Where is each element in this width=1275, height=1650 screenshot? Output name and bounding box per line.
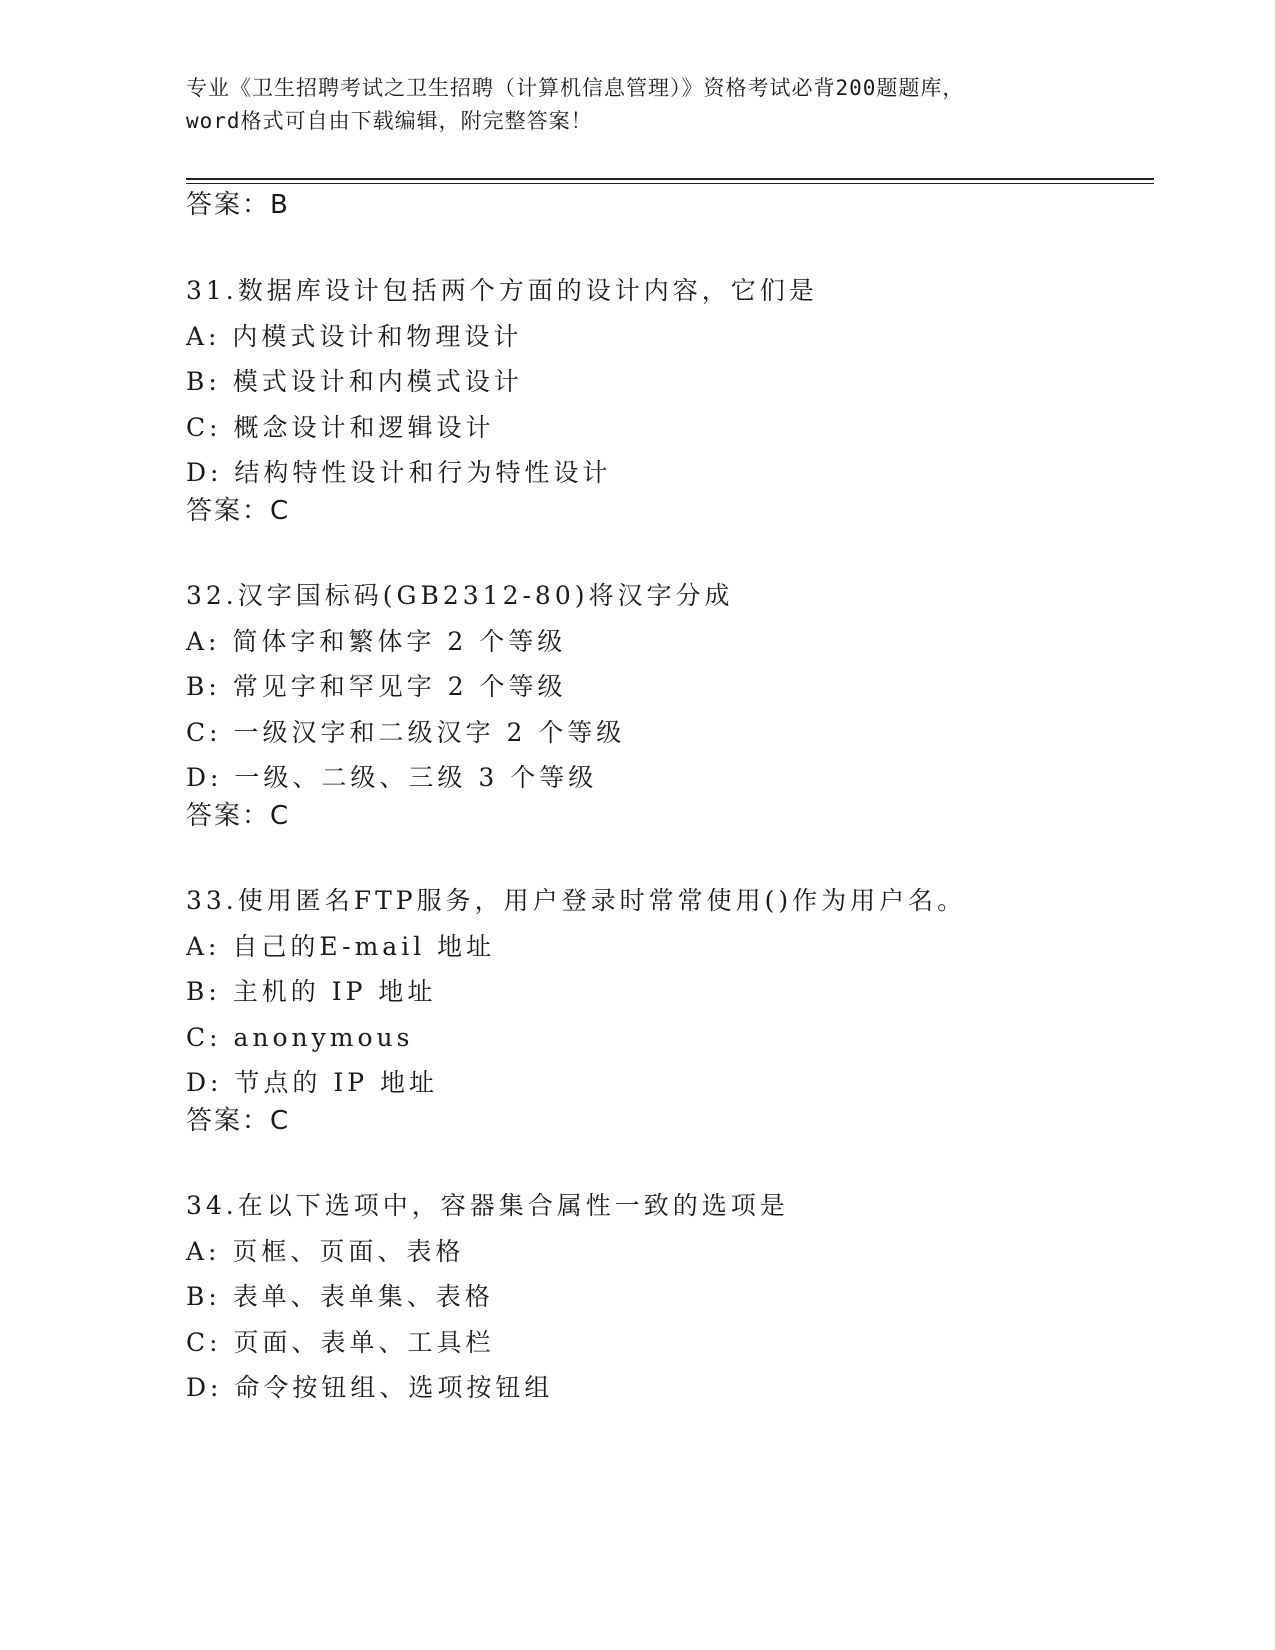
question-stem: 31.数据库设计包括两个方面的设计内容，它们是 <box>186 276 818 305</box>
answer-32: 答案：C <box>186 801 291 831</box>
option-c: C: 页面、表单、工具栏 <box>186 1327 495 1357</box>
answer-30: 答案：B <box>186 190 290 220</box>
document-header <box>186 72 1106 138</box>
question-stem: 32.汉字国标码(GB2312-80)将汉字分成 <box>186 581 734 610</box>
option-c: C: anonymous <box>186 1022 414 1052</box>
option-a: A: 自己的E-mail 地址 <box>186 931 496 961</box>
option-b: B: 常见字和罕见字 2 个等级 <box>186 672 567 701</box>
option-a: A: 简体字和繁体字 2 个等级 <box>186 626 567 656</box>
answer-31: 答案：C <box>186 496 291 526</box>
answer-33: 答案：C <box>186 1106 291 1136</box>
header-line-2: word格式可自由下载编辑，附完整答案！ <box>186 109 593 133</box>
option-d: D: 一级、二级、三级 3 个等级 <box>186 763 598 792</box>
question-stem: 33.使用匿名FTP服务，用户登录时常常使用()作为用户名。 <box>186 886 967 915</box>
question-31 <box>186 268 1186 496</box>
header-line-1: 专业《卫生招聘考试之卫生招聘（计算机信息管理）》资格考试必背200题题库， <box>186 76 965 100</box>
question-32 <box>186 573 1186 801</box>
option-b: B: 模式设计和内模式设计 <box>186 367 523 396</box>
option-b: B: 主机的 IP 地址 <box>186 977 437 1006</box>
question-34 <box>186 1183 1186 1411</box>
option-c: C: 概念设计和逻辑设计 <box>186 412 495 442</box>
option-d: D: 结构特性设计和行为特性设计 <box>186 458 612 487</box>
option-d: D: 节点的 IP 地址 <box>186 1068 439 1097</box>
option-a: A: 页框、页面、表格 <box>186 1236 465 1266</box>
question-stem: 34.在以下选项中，容器集合属性一致的选项是 <box>186 1191 789 1220</box>
question-33 <box>186 878 1186 1106</box>
option-a: A: 内模式设计和物理设计 <box>186 321 523 351</box>
option-c: C: 一级汉字和二级汉字 2 个等级 <box>186 717 626 747</box>
option-b: B: 表单、表单集、表格 <box>186 1282 494 1311</box>
header-divider <box>186 178 1154 184</box>
option-d: D: 命令按钮组、选项按钮组 <box>186 1373 554 1402</box>
